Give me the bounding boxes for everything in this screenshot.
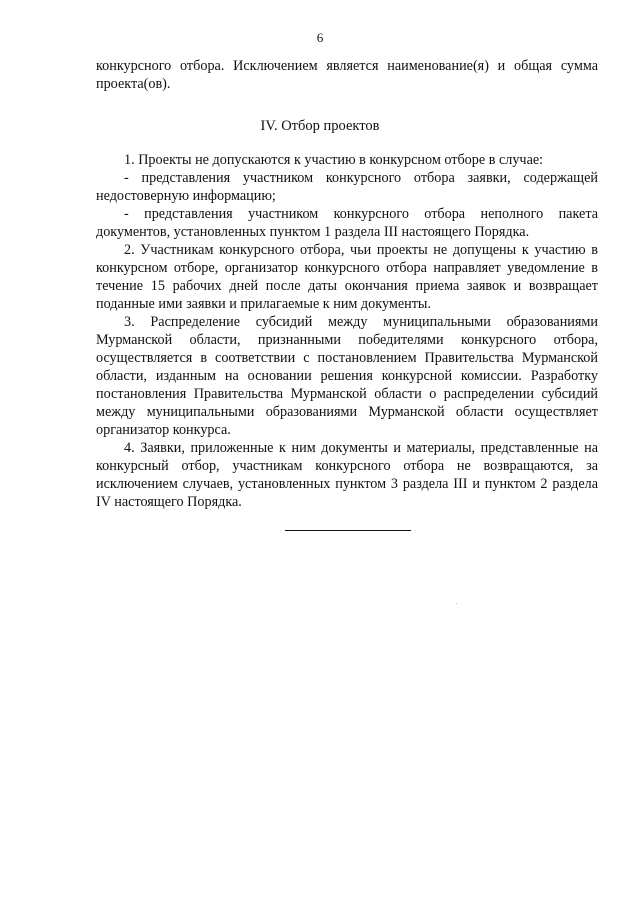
continuation-text-block (96, 57, 598, 93)
paragraph-1-bullet-incomplete-docs: - представления участником конкурсного отбора неполного пакета документов, установленных пунктом 1 раздела III настоящего Порядка. (96, 206, 598, 240)
paragraph-3-subsidy-distribution: 3. Распределение субсидий между муниципальными образованиями Мурманской области, признанными победителями конкурсного отбора, осуществляется в соответствии с постановлением Правительства Мурманской области, изданным на основании решения конкурсной комиссии. Разработку постановления Правительства Мурманской области о распределении субсидий между муниципальными образованиями Мурманской области осуществляет организатор конкурса. (96, 314, 598, 438)
paragraph-1-bullet-false-info: - представления участником конкурсного отбора заявки, содержащей недостоверную информацию; (96, 170, 598, 204)
paragraph-1-exclusion-intro: 1. Проекты не допускаются к участию в конкурсном отборе в случае: (124, 152, 544, 168)
section-body (96, 151, 598, 511)
paragraph-2-notification: 2. Участникам конкурсного отбора, чьи проекты не допущены к участию в конкурсном отборе, организатор конкурсного отбора направляет уведомление в течение 15 рабочих дней после даты окончания приема заявок и возвращает поданные ими заявки и прилагаемые к ним документы. (96, 242, 598, 312)
end-divider-line (285, 530, 411, 531)
continuation-paragraph: конкурсного отбора. Исключением является наименование(я) и общая сумма проекта(ов). (96, 58, 598, 92)
section-title: IV. Отбор проектов (260, 118, 380, 134)
page-number: 6 (316, 30, 324, 45)
paragraph-4-applications-not-returned: 4. Заявки, приложенные к ним документы и материалы, представленные на конкурсный отбор, участникам конкурсного отбора не возвращаются, за исключением случаев, установленных пунктом 3 раздела III и пунктом 2 раздела IV настоящего Порядка. (96, 440, 598, 510)
scan-speck (456, 603, 457, 604)
